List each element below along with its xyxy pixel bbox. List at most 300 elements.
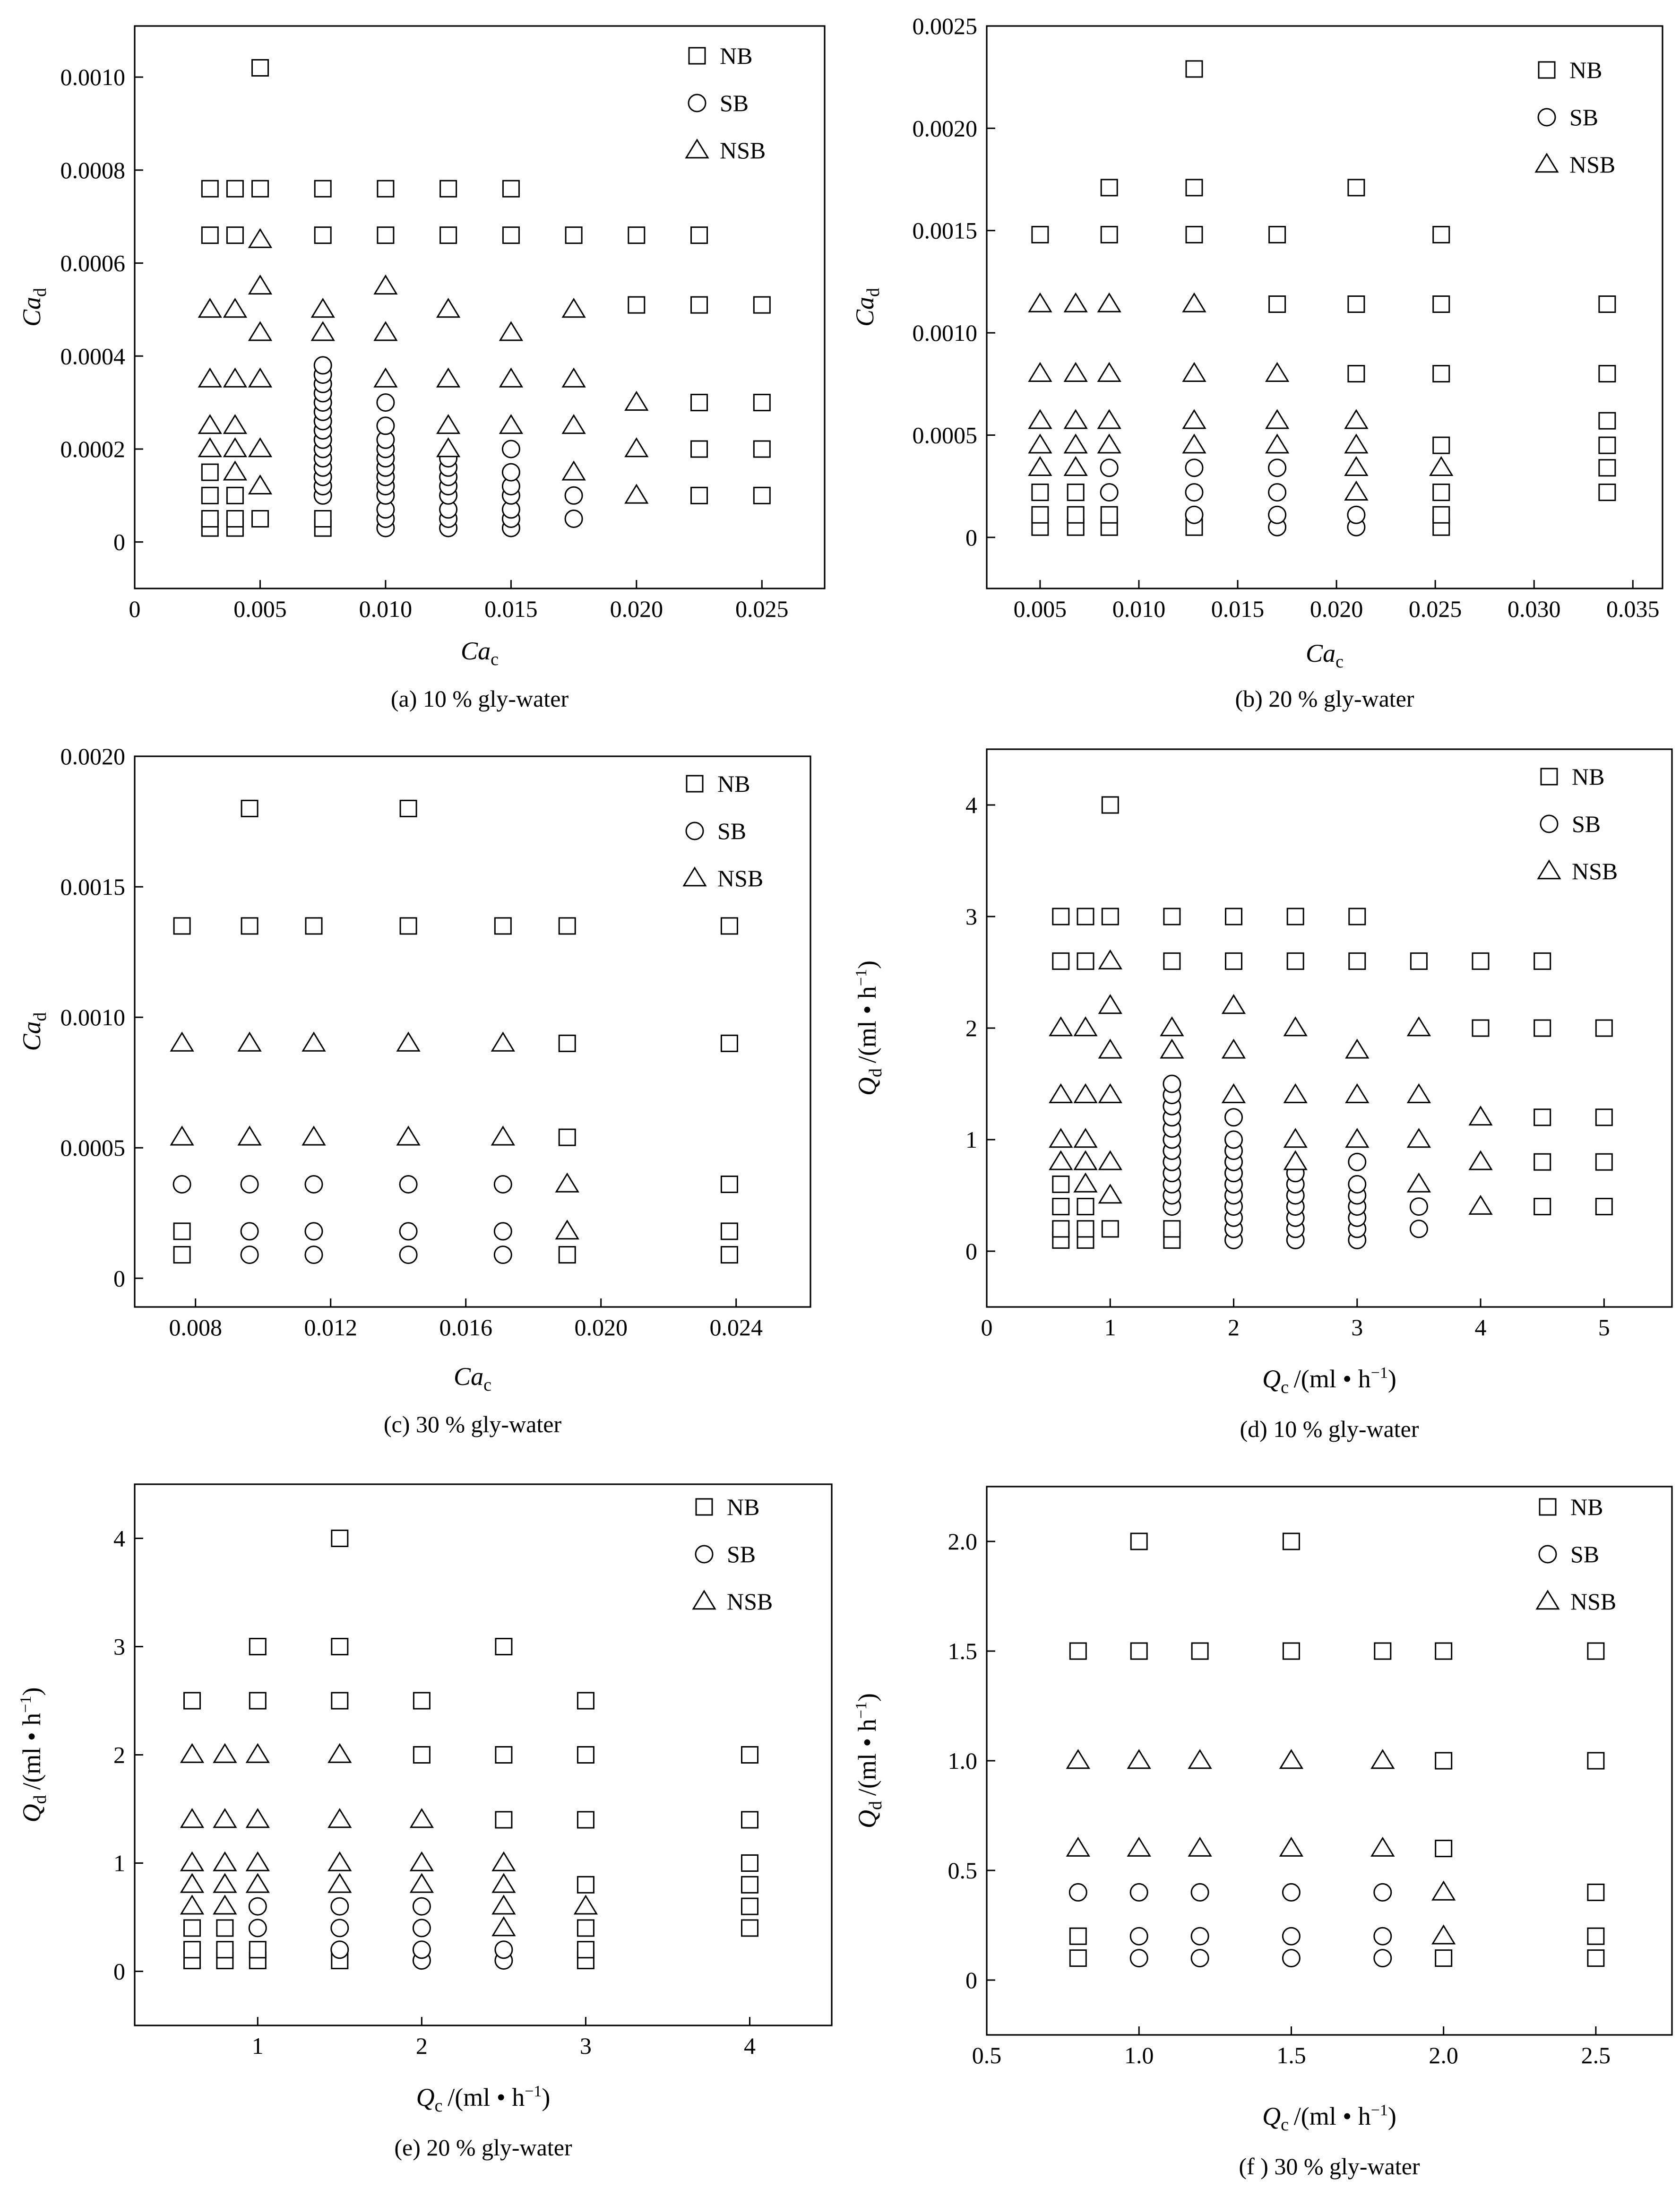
data-point-nb [1077,908,1094,925]
chart-caption: (d) 10 % gly-water [1240,1416,1419,1442]
data-point-nb [1070,1928,1086,1944]
data-point-nsb [214,1896,236,1914]
data-point-nsb [171,1033,193,1051]
y-axis-label: $Ca_d$ [851,287,883,327]
data-point-nb [227,181,243,197]
data-point-nb [1599,437,1615,453]
data-point-nsb [397,1033,419,1051]
y-tick-label: 0 [113,1958,125,1985]
legend-label-nsb: NSB [720,137,766,164]
data-point-nsb [626,392,647,410]
x-tick-label: 0.035 [1606,596,1660,622]
data-point-nb [1534,953,1551,969]
data-point-nb [332,1693,348,1709]
x-tick-label: 0.005 [233,596,287,622]
legend-marker-sb [1539,1546,1556,1563]
data-point-nsb [1372,1838,1394,1856]
data-point-nb [1053,1221,1069,1237]
x-tick-label: 0.005 [1013,596,1067,622]
data-point-nsb [1284,1151,1306,1169]
data-point-nsb [375,322,396,340]
x-tick-label: 2.0 [1429,2042,1458,2068]
data-point-nsb [1408,1018,1430,1036]
data-point-nb [332,1531,348,1547]
data-point-nb [691,395,707,411]
data-point-nsb [224,462,246,480]
legend-marker-nsb [1537,1591,1559,1609]
data-point-nb [721,1035,737,1051]
data-point-nb [495,918,511,934]
data-point-nsb [563,462,585,480]
data-point-nsb [181,1809,203,1827]
data-point-nsb [247,1745,268,1763]
data-point-nsb [493,1918,515,1936]
data-point-nsb [397,1127,419,1145]
legend-marker-sb [1541,815,1558,832]
data-point-nsb [575,1896,596,1914]
data-point-sb [331,1941,348,1958]
data-point-nb [1348,296,1364,312]
legend-label-nb: NB [1572,763,1605,790]
x-tick-label: 1 [251,2033,264,2059]
data-point-nsb [493,1896,515,1914]
data-point-nb [378,227,394,243]
data-point-sb [400,1176,417,1193]
data-point-nb [1534,1199,1551,1215]
data-point-nb [1588,1643,1604,1659]
data-point-nb [1269,226,1285,242]
data-point-nb [1599,296,1615,312]
data-point-nsb [1128,1750,1150,1768]
data-point-sb [241,1176,258,1193]
data-point-nsb [1099,1040,1121,1058]
data-point-sb [494,1246,511,1263]
data-point-nsb [500,415,522,433]
chart-panel-c [0,728,840,1456]
data-point-nsb [224,369,246,387]
data-points [1067,1533,1604,1967]
data-point-nb [1349,953,1365,969]
legend-marker-sb [689,95,706,112]
data-point-nb [1053,953,1069,969]
data-point-nb [566,227,582,243]
data-point-nsb [199,299,221,317]
data-point-nb [202,511,218,527]
data-point-nb [306,918,322,934]
data-point-nsb [1345,435,1367,453]
legend-marker-nsb [1538,861,1560,879]
data-point-nb [1032,485,1048,501]
data-point-nsb [1345,410,1367,428]
data-point-nb [1473,953,1489,969]
data-point-nsb [1029,294,1051,312]
data-point-nsb [411,1853,432,1871]
data-point-nsb [1065,458,1086,476]
data-point-nb [400,918,416,934]
data-point-sb [400,1223,417,1240]
y-tick-label: 1.0 [948,1748,977,1774]
y-tick-label: 0.0004 [60,343,125,370]
data-point-nb [1599,485,1615,501]
data-point-nb [1283,1643,1299,1659]
legend-label-sb: SB [717,818,747,844]
y-tick-label: 0.5 [948,1857,977,1884]
x-axis-label: $Ca_c$ [461,637,499,669]
data-point-nb [1186,61,1202,77]
data-point-nsb [224,439,246,457]
data-points [199,60,770,537]
y-tick-label: 0.0020 [60,743,125,770]
y-tick-label: 2 [965,1015,977,1041]
data-point-nb [400,800,416,816]
data-point-sb [1283,1884,1300,1901]
y-tick-label: 0.0015 [912,217,977,244]
data-point-nsb [250,276,271,294]
data-point-nsb [214,1874,236,1892]
chart-caption: (a) 10 % gly-water [390,685,569,712]
data-point-nb [250,1942,266,1958]
data-point-nsb [1433,1882,1455,1900]
data-point-nsb [303,1033,325,1051]
data-point-nsb [1075,1129,1096,1147]
data-point-nsb [171,1127,193,1145]
data-point-nb [503,181,519,197]
data-points [1050,797,1612,1248]
data-point-sb [1130,1950,1147,1967]
data-point-nsb [492,1033,514,1051]
data-point-nb [1534,1109,1551,1125]
data-point-nb [1032,507,1048,523]
data-point-nsb [1430,458,1452,476]
legend-label-nb: NB [727,1494,760,1520]
data-point-nb [1436,1753,1452,1769]
data-point-nsb [1099,995,1121,1013]
x-axis-label: $Q_c$ /(ml • $h^{-1}$) [416,2083,551,2116]
x-tick-label: 0.025 [1408,596,1462,622]
data-point-nb [440,181,457,197]
data-point-nsb [1470,1151,1491,1169]
data-point-sb [1410,1220,1427,1237]
data-point-nsb [329,1853,351,1871]
x-axis-label: $Ca_c$ [454,1362,491,1395]
data-point-nb [227,227,243,243]
data-point-nb [754,297,770,313]
data-point-nb [577,1812,594,1828]
y-tick-label: 1 [113,1850,125,1877]
x-tick-label: 0.020 [574,1314,628,1341]
data-point-nsb [1470,1196,1491,1214]
chart-panel-e [0,1465,840,2189]
data-point-nsb [563,299,585,317]
data-point-nsb [224,299,246,317]
data-point-nb [1473,1020,1489,1036]
data-point-nb [414,1693,430,1709]
data-point-nsb [181,1853,203,1871]
data-point-nb [241,800,258,816]
data-point-nsb [1433,1926,1455,1944]
legend-label-nb: NB [717,770,750,797]
data-point-nsb [312,322,334,340]
data-point-nsb [1029,410,1051,428]
y-tick-label: 0.0015 [60,874,125,900]
legend-label-nsb: NSB [1570,1588,1617,1615]
legend-marker-nb [687,776,703,792]
data-point-nsb [1065,435,1086,453]
y-tick-label: 1.5 [948,1638,977,1664]
x-tick-label: 3 [1351,1314,1363,1341]
data-point-nsb [1161,1018,1183,1036]
data-point-nsb [1067,1838,1089,1856]
data-point-nb [1596,1199,1612,1215]
data-point-nsb [438,369,459,387]
legend [686,43,766,164]
x-axis-label: $Q_c$ /(ml • $h^{-1}$) [1262,1364,1396,1397]
data-point-nb [742,1812,758,1828]
data-point-nb [1131,1643,1147,1659]
data-point-nsb [1075,1174,1096,1192]
data-point-nsb [1284,1129,1306,1147]
data-points [1029,61,1615,536]
legend [1537,1494,1616,1615]
data-point-nb [1348,366,1364,382]
y-tick-label: 4 [965,792,977,818]
data-point-nsb [1266,410,1288,428]
x-tick-label: 0.030 [1507,596,1561,622]
data-point-nb [742,1898,758,1914]
data-point-nsb [563,369,585,387]
x-tick-label: 1.5 [1276,2042,1306,2068]
chart-svg-a [0,0,840,723]
data-point-nb [332,1639,348,1655]
x-tick-label: 0.008 [169,1314,222,1341]
data-point-nsb [1067,1750,1089,1768]
data-point-nsb [1065,363,1086,381]
data-point-nsb [1029,435,1051,453]
data-point-nb [691,227,707,243]
data-point-nsb [1284,1085,1306,1103]
data-point-nsb [626,439,647,457]
x-tick-label: 0 [981,1314,993,1341]
data-point-nb [1436,1643,1452,1659]
legend-label-sb: SB [1572,811,1601,837]
legend-label-sb: SB [1569,104,1599,130]
data-point-nb [1588,1950,1604,1966]
data-point-nsb [1161,1040,1183,1058]
data-point-nb [1534,1154,1551,1170]
data-point-nb [1226,953,1242,969]
data-point-sb [249,1898,266,1915]
y-tick-label: 0 [113,1265,125,1292]
y-tick-label: 0.0002 [60,435,125,462]
data-point-nsb [303,1127,325,1145]
data-point-nsb [492,1127,514,1145]
data-point-sb [305,1176,322,1193]
data-point-sb [1410,1198,1427,1215]
data-point-nsb [1345,458,1367,476]
data-point-nb [1433,485,1449,501]
x-tick-label: 0.5 [972,2042,1002,2068]
y-axis-label: $Ca_d$ [17,287,50,327]
data-point-nsb [1075,1018,1096,1036]
data-point-nsb [329,1809,351,1827]
data-point-sb [495,1941,512,1958]
data-point-sb [377,417,394,434]
legend-marker-nb [1540,1499,1556,1515]
chart-svg-f [840,1465,1680,2189]
x-tick-label: 1.0 [1124,2042,1154,2068]
data-point-nb [496,1639,512,1655]
data-point-nb [1068,485,1084,501]
data-point-nsb [1050,1085,1072,1103]
data-point-nsb [1346,1085,1368,1103]
data-point-nb [217,1920,233,1936]
data-point-nsb [239,1033,260,1051]
data-point-nb [1596,1109,1612,1125]
legend-label-sb: SB [720,90,749,116]
data-point-nb [1101,226,1117,242]
chart-svg-c [0,728,840,1456]
legend-marker-sb [686,822,703,839]
legend-marker-nsb [693,1591,715,1609]
data-point-nsb [239,1127,260,1145]
data-point-nb [1534,1020,1551,1036]
y-tick-label: 1 [965,1126,977,1153]
data-point-nsb [250,322,271,340]
data-point-nsb [375,276,396,294]
data-point-nb [184,1920,200,1936]
chart-svg-b [840,0,1680,723]
data-point-nsb [1029,363,1051,381]
data-point-sb [1349,1176,1366,1193]
data-point-nb [315,227,331,243]
data-point-nb [184,1693,200,1709]
data-point-nb [1101,180,1117,196]
legend-label-nsb: NSB [727,1588,773,1615]
data-point-sb [494,1176,511,1193]
data-point-nsb [1098,435,1120,453]
data-point-nb [174,918,190,934]
data-point-sb [1348,506,1365,523]
data-point-nb [577,1877,594,1893]
data-point-nb [202,181,218,197]
data-point-nb [1436,1841,1452,1857]
data-point-nsb [556,1174,578,1192]
plot-frame [987,1487,1672,2035]
chart-svg-d [840,728,1680,1465]
legend-label-sb: SB [727,1541,756,1567]
chart-caption: (c) 30 % gly-water [383,1411,562,1437]
x-tick-label: 0.020 [610,596,663,622]
y-tick-label: 0.0008 [60,156,125,183]
data-point-sb [1191,1884,1208,1901]
y-tick-label: 0 [965,1967,977,1993]
data-point-nb [1433,226,1449,242]
data-point-nb [496,1747,512,1763]
data-point-sb [1130,1928,1147,1945]
data-point-nsb [1183,363,1205,381]
data-point-nsb [626,485,647,503]
data-point-nsb [1065,294,1086,312]
y-tick-label: 3 [965,903,977,930]
plot-frame [135,756,810,1307]
y-axis-label: $Q_d$ /(ml • $h^{-1}$) [17,1687,50,1823]
data-point-nb [742,1920,758,1936]
data-point-nsb [1284,1018,1306,1036]
chart-panel-a [0,0,840,723]
data-point-sb [1186,459,1203,476]
data-point-nsb [438,439,459,457]
data-point-sb [413,1941,430,1958]
legend-label-nb: NB [1569,57,1602,83]
data-point-sb [1283,1950,1300,1967]
data-point-nb [202,227,218,243]
x-tick-label: 4 [743,2033,756,2059]
y-tick-label: 0.0005 [912,422,977,449]
legend-label-nsb: NSB [1569,151,1616,178]
data-point-nb [1436,1950,1452,1966]
data-point-nsb [375,369,396,387]
legend-marker-nsb [684,868,706,886]
data-point-sb [1069,1884,1086,1901]
data-point-nb [1077,953,1094,969]
data-point-nb [1226,908,1242,925]
data-point-sb [331,1920,348,1937]
data-point-sb [413,1898,430,1915]
data-point-nsb [1266,363,1288,381]
data-point-nb [721,1177,737,1193]
data-point-nsb [250,476,271,494]
data-point-nb [252,60,268,76]
data-point-nsb [1223,1040,1245,1058]
x-tick-label: 0.012 [304,1314,357,1341]
data-point-sb [1186,484,1203,501]
y-tick-label: 2 [113,1741,125,1768]
data-point-nb [1053,908,1069,925]
data-point-sb [413,1920,430,1937]
data-point-nsb [181,1745,203,1763]
data-point-nsb [199,369,221,387]
data-point-sb [1191,1928,1208,1945]
y-tick-label: 0.0010 [60,64,125,91]
data-point-nb [1186,180,1202,196]
data-point-nsb [199,415,221,433]
data-point-nb [1596,1020,1612,1036]
data-point-nsb [1050,1018,1072,1036]
data-point-nsb [1183,435,1205,453]
legend-marker-nb [1541,769,1557,785]
data-point-nb [1053,1199,1069,1215]
y-tick-label: 0.0005 [60,1134,125,1161]
data-point-nsb [1075,1151,1096,1169]
legend-marker-sb [696,1546,713,1563]
data-point-nsb [1408,1129,1430,1147]
chart-panel-d [840,728,1680,1465]
data-point-nsb [1065,410,1086,428]
data-point-nb [559,918,575,934]
legend-marker-nb [1539,62,1555,78]
data-point-nsb [1266,435,1288,453]
data-point-nb [629,227,645,243]
data-point-nb [252,181,268,197]
data-point-nsb [1050,1129,1072,1147]
data-point-nb [496,1812,512,1828]
data-point-nsb [411,1809,432,1827]
data-point-sb [1186,506,1203,523]
data-point-nb [754,441,770,457]
data-point-nsb [1280,1838,1302,1856]
data-point-sb [314,357,331,374]
data-point-nb [315,511,331,527]
